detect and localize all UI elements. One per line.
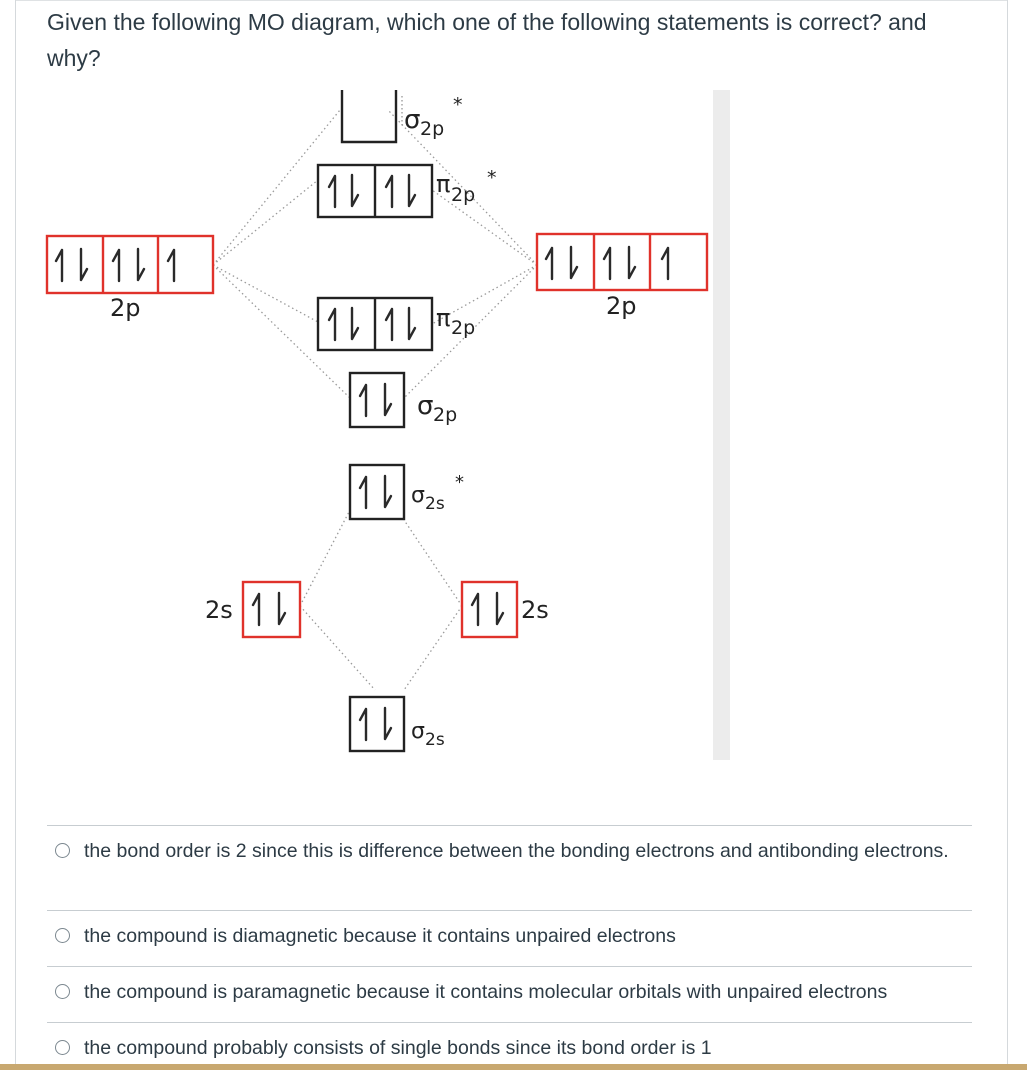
sigma-2p-symbol: σ bbox=[417, 391, 434, 421]
left-2p-label: 2p bbox=[110, 294, 141, 322]
sigma-2s-symbol: σ bbox=[411, 719, 425, 744]
radio-button[interactable] bbox=[55, 843, 70, 858]
answer-option-1[interactable] bbox=[47, 825, 972, 910]
pi-2p-bonding-orbitals bbox=[318, 298, 432, 350]
left-atomic-2p-orbitals bbox=[47, 236, 213, 293]
right-atomic-2p-orbitals bbox=[537, 234, 707, 290]
pi-2p-symbol: π bbox=[436, 304, 451, 332]
answer-label: the bond order is 2 since this is difference between the bonding electrons and antibonding electrons. bbox=[84, 840, 949, 862]
sigma-2p-bonding-orbital bbox=[350, 373, 404, 427]
pi-2p-star-symbol: π bbox=[436, 170, 451, 198]
bottom-bar bbox=[0, 1064, 1027, 1070]
left-atomic-2s-orbital bbox=[243, 582, 300, 637]
right-2s-label: 2s bbox=[521, 596, 549, 624]
pi-2p-subscript: 2p bbox=[451, 317, 476, 339]
right-2p-label: 2p bbox=[606, 292, 637, 320]
sigma-2p-subscript: 2p bbox=[433, 404, 458, 426]
answer-label: the compound probably consists of single bonds since its bond order is 1 bbox=[84, 1037, 712, 1059]
sigma-2s-subscript: 2s bbox=[425, 730, 445, 750]
answer-option-4[interactable] bbox=[47, 1022, 972, 1082]
answer-option-2[interactable] bbox=[47, 910, 972, 966]
pi-2p-antibonding-orbitals bbox=[318, 165, 432, 217]
sigma-2s-star-subscript: 2s bbox=[425, 494, 445, 514]
question-text: Given the following MO diagram, which one of the following statements is correct? and why? bbox=[47, 9, 927, 71]
pi-2p-star-asterisk: * bbox=[487, 167, 497, 189]
radio-button[interactable] bbox=[55, 984, 70, 999]
pi-2p-star-subscript: 2p bbox=[451, 184, 476, 206]
right-atomic-2s-orbital bbox=[462, 582, 517, 637]
answer-option-3[interactable] bbox=[47, 966, 972, 1022]
sigma-2s-star-asterisk: * bbox=[455, 472, 464, 493]
vertical-bar bbox=[713, 90, 730, 760]
answer-label: the compound is paramagnetic because it contains molecular orbitals with unpaired electrons bbox=[84, 981, 888, 1003]
answer-label: the compound is diamagnetic because it contains unpaired electrons bbox=[84, 925, 676, 947]
sigma-2s-antibonding-orbital bbox=[350, 465, 404, 519]
answer-list bbox=[47, 825, 972, 1082]
sigma-2p-star-symbol: σ bbox=[404, 105, 421, 135]
left-2s-label: 2s bbox=[205, 596, 233, 624]
sigma-2p-star-asterisk: * bbox=[453, 94, 463, 116]
sigma-2p-star-subscript: 2p bbox=[420, 118, 445, 140]
sigma-2s-bonding-orbital bbox=[350, 697, 404, 751]
sigma-2s-star-symbol: σ bbox=[411, 483, 425, 508]
radio-button[interactable] bbox=[55, 1040, 70, 1055]
radio-button[interactable] bbox=[55, 928, 70, 943]
